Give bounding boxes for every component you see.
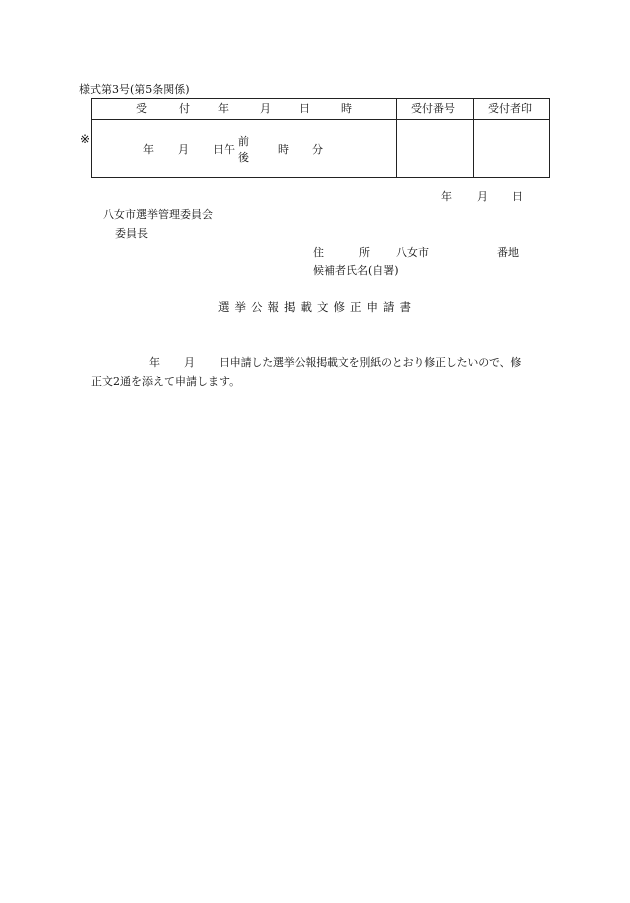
- table-border-top: [91, 98, 550, 99]
- submission-month: 月: [477, 190, 488, 203]
- document-title: 選挙公報掲載文修正申請書: [218, 300, 416, 314]
- table-col-divider-1: [396, 98, 397, 178]
- date-am: 前: [238, 135, 249, 148]
- date-pm: 後: [238, 151, 249, 164]
- candidate-name-label: 候補者氏名(自署): [313, 264, 399, 277]
- header-reception-number: 受付番号: [411, 102, 455, 115]
- header-year: 年: [218, 102, 229, 115]
- table-header-divider: [91, 119, 550, 120]
- submission-day: 日: [512, 190, 523, 203]
- submission-year: 年: [441, 190, 452, 203]
- table-border-bottom: [91, 177, 550, 178]
- header-day: 日: [299, 102, 310, 115]
- addressee-title: 委員長: [115, 227, 148, 240]
- body-year: 年: [149, 356, 160, 369]
- body-line2: 正文2通を添えて申請します。: [91, 375, 241, 388]
- header-month: 月: [260, 102, 271, 115]
- date-month: 月: [178, 143, 189, 156]
- header-reception-char-1: 受: [136, 102, 147, 115]
- table-border-left: [91, 98, 92, 178]
- address-label-char-1: 住: [313, 246, 324, 259]
- addressee-organization: 八女市選挙管理委員会: [103, 208, 213, 221]
- date-minute: 分: [312, 143, 323, 156]
- table-border-right: [549, 98, 550, 178]
- address-lot: 番地: [497, 246, 519, 259]
- date-am-pm-prefix: 午: [224, 143, 235, 156]
- address-city: 八女市: [396, 246, 429, 259]
- header-receiver-seal: 受付者印: [488, 102, 532, 115]
- date-day: 日: [213, 143, 224, 156]
- asterisk-mark: ※: [80, 132, 91, 146]
- date-year: 年: [143, 143, 154, 156]
- table-col-divider-2: [473, 98, 474, 178]
- header-reception-char-2: 付: [179, 102, 190, 115]
- reception-table: [91, 98, 550, 178]
- body-month: 月: [184, 356, 195, 369]
- date-hour: 時: [278, 143, 289, 156]
- body-line1: 日申請した選挙公報掲載文を別紙のとおり修正したいので、修: [219, 356, 522, 369]
- header-hour: 時: [341, 102, 352, 115]
- address-label-char-2: 所: [359, 246, 370, 259]
- form-number: 様式第3号(第5条関係): [79, 83, 190, 96]
